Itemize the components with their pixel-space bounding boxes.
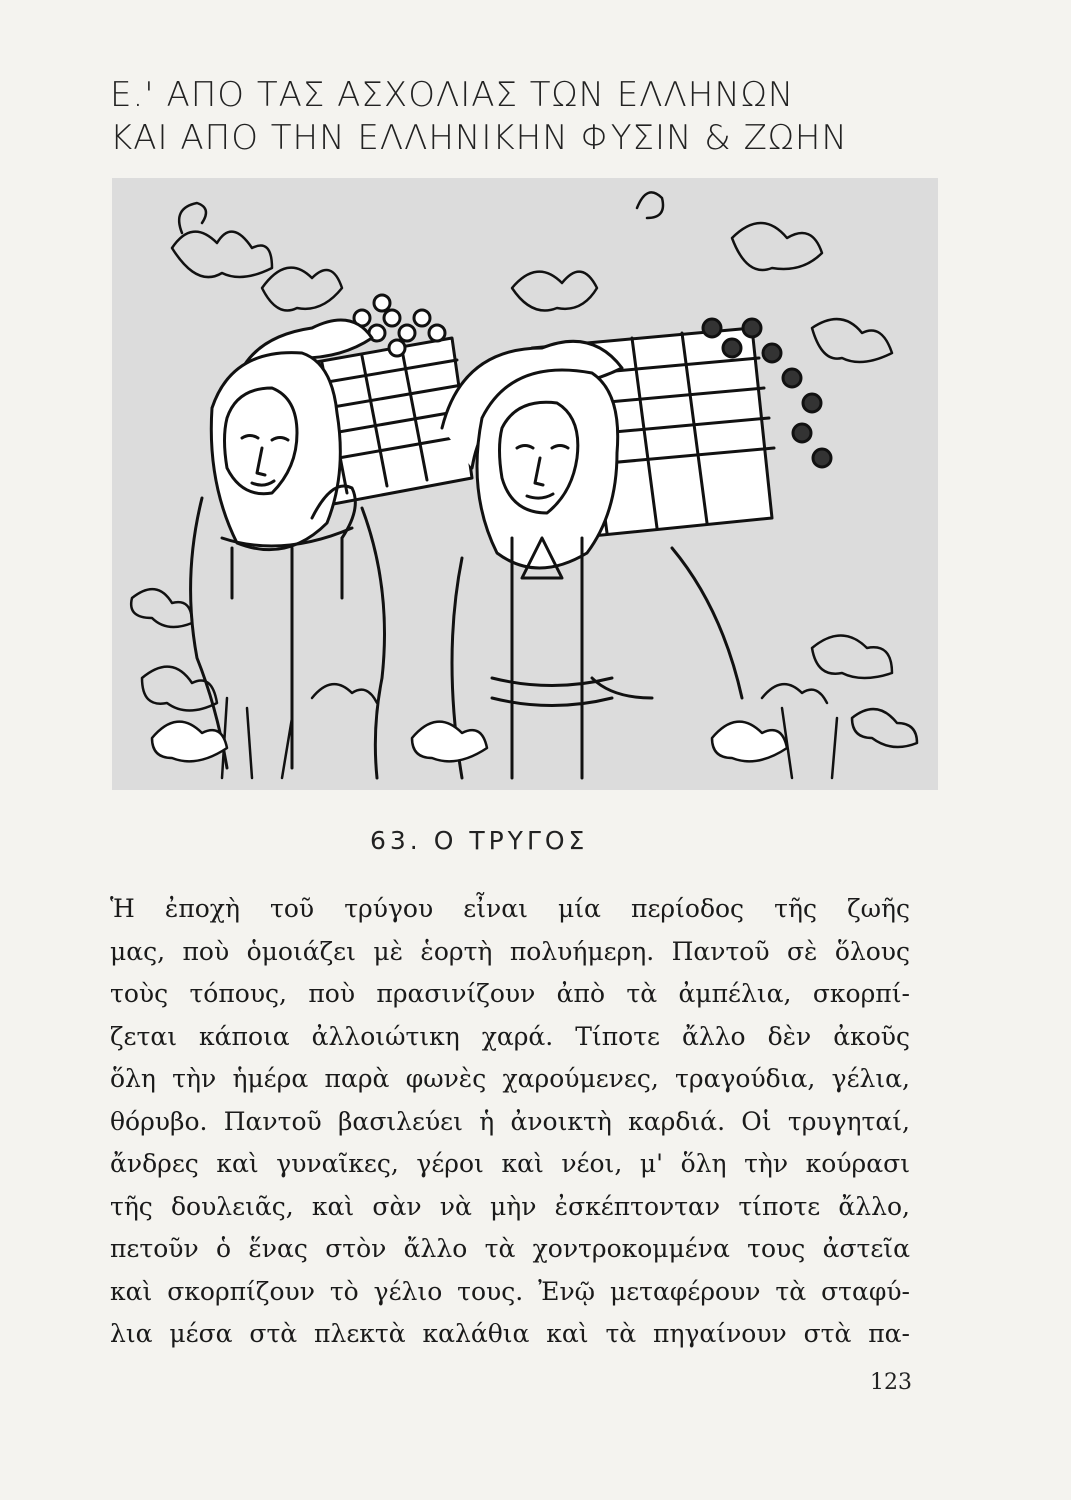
text-line: πετοῦν ὁ ἕνας στὸν ἄλλο τὰ χοντροκομμένα τους ἀστεῖα: [110, 1234, 910, 1263]
page-number: 123: [870, 1370, 912, 1395]
section-heading-line-1: Ε.' ΑΠΟ ΤΑΣ ΑΣΧΟΛΙΑΣ ΤΩΝ ΕΛΛΗΝΩΝ: [110, 75, 795, 115]
text-line: λια μέσα στὰ πλεκτὰ καλάθια καὶ τὰ πηγαίνουν στὰ πα-: [110, 1319, 910, 1348]
text-line: θόρυβο. Παντοῦ βασιλεύει ἡ ἀνοικτὴ καρδιά. Οἱ τρυγηταί,: [110, 1106, 910, 1136]
grape-harvest-illustration: [112, 178, 938, 790]
section-heading: [110, 74, 850, 160]
body-paragraph: [110, 888, 910, 1356]
text-line: Ἡ ἐποχὴ τοῦ τρύγου εἶναι μία περίοδος τῆς ζωῆς: [110, 894, 910, 923]
chapter-title: 63. Ο ΤΡΥΓΟΣ: [370, 826, 589, 855]
text-line: τοὺς τόπους, ποὺ πρασινίζουν ἀπὸ τὰ ἀμπέλια, σκορπί-: [110, 979, 910, 1008]
section-heading-line-2: ΚΑΙ ΑΠΟ ΤΗΝ ΕΛΛΗΝΙΚΗΝ ΦΥΣΙΝ & ΖΩΗΝ: [110, 118, 848, 158]
text-line: ἄνδρες καὶ γυναῖκες, γέροι καὶ νέοι, μ' ὅλη τὴν κούρασι: [110, 1149, 910, 1178]
text-line: τῆς δουλειᾶς, καὶ σὰν νὰ μὴν ἐσκέπτονταν τίποτε ἄλλο,: [110, 1191, 910, 1221]
text-line: ὅλη τὴν ἡμέρα παρὰ φωνὲς χαρούμενες, τραγούδια, γέλια,: [110, 1064, 910, 1093]
text-line: καὶ σκορπίζουν τὸ γέλιο τους. Ἐνῷ μεταφέρουν τὰ σταφύ-: [110, 1276, 910, 1306]
text-line: ζεται κάποια ἀλλοιώτικη χαρά. Τίποτε ἄλλο δὲν ἀκοῦς: [110, 1021, 910, 1051]
text-line: μας, ποὺ ὁμοιάζει μὲ ἑορτὴ πολυήμερη. Παντοῦ σὲ ὅλους: [110, 936, 910, 966]
